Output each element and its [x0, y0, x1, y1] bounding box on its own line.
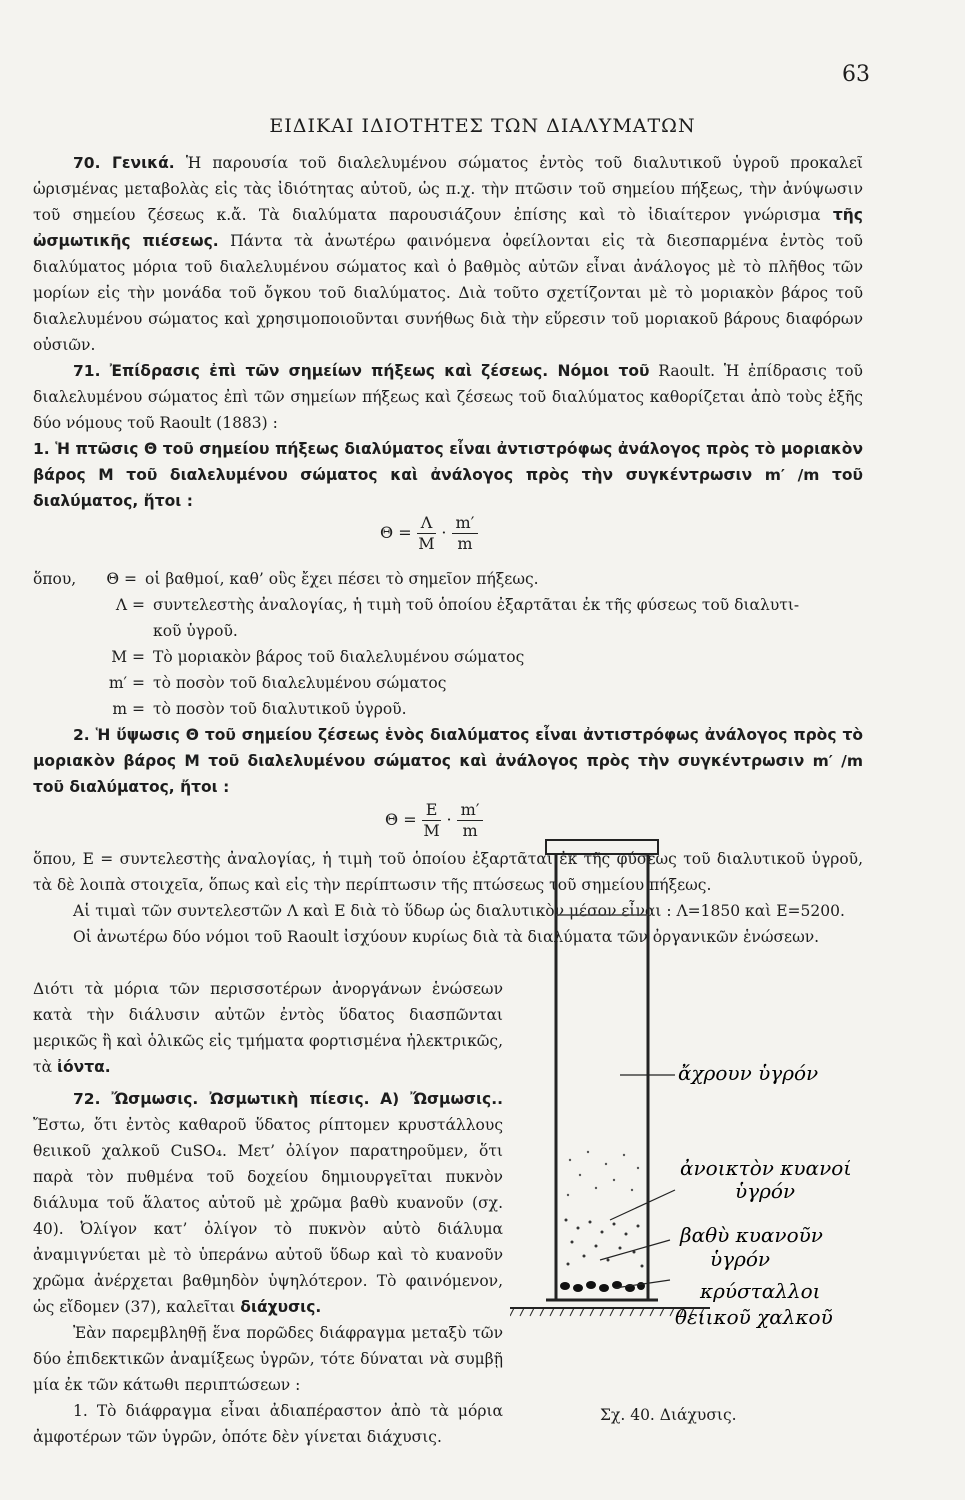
cylinder-rim	[546, 840, 658, 854]
section-71-paragraph	[33, 358, 863, 436]
label-light-blue-1: ἀνοικτὸν κυανοῦν	[680, 1156, 850, 1180]
definition-symbol: Μ =	[111, 648, 145, 666]
law-1	[33, 436, 863, 514]
narrow-column	[33, 976, 503, 1450]
formula-1-den-right: m	[457, 534, 473, 553]
definition-row	[33, 644, 799, 670]
raoult-applicability: Οἱ ἀνωτέρω δύο νόμοι τοῦ Raoult ἰσχύουν κυρίως διὰ τὰ διαλύματα τῶν ὀργανικῶν ἑνώσεων.	[73, 928, 820, 946]
law-1-text: Ἡ πτῶσις Θ τοῦ σημείου πήξεως διαλύματος εἶναι ἀντιστρόφως ἀνάλογος πρὸς τὸ μοριακὸν βάρος Μ τοῦ διαλελυμένου σώματος καὶ ἀνάλογος πρὸς τὴν συγκέντρωσιν m′ /m τοῦ διαλύματος, ἤτοι :	[33, 440, 863, 510]
section-70-body-1: Ἡ παρουσία τοῦ διαλελυμένου σώματος ἐντὸς τοῦ διαλυτικοῦ ὑγροῦ προκαλεῖ ὡρισμένας μεταβολὰς εἰς τὰς ἰδιότητας αὐτοῦ, ὡς π.χ. τὴν πτῶσιν τοῦ σημείου πήξεως, τὴν ἀνύψωσιν τοῦ σημείου ζέσεως κ.ἄ. Τὰ διαλύματα παρουσιάζουν ἐπίσης καὶ τὸ ἰδιαίτερον γνώρισμα	[33, 154, 863, 224]
definitions-list	[33, 566, 799, 722]
definition-text: Τὸ μοριακὸν βάρος τοῦ διαλελυμένου σώματος	[153, 648, 525, 666]
raoult-name: Raoult.	[658, 362, 715, 380]
ionization-text: Διότι τὰ μόρια τῶν περισσοτέρων ἀνοργάνων ἑνώσεων κατὰ τὴν διάλυσιν αὐτῶν ἐντὸς ὕδατος διασπῶνται μερικῶς ἢ καὶ ὁλικῶς εἰς τμήματα φορτισμένα ἠλεκτρικῶς, τὰ	[33, 980, 503, 1076]
section-71-title: 71. Ἐπίδρασις ἐπὶ τῶν σημείων πήξεως καὶ ζέσεως. Νόμοι τοῦ	[73, 362, 650, 380]
diffusion-term: διάχυσις.	[240, 1298, 322, 1316]
leader-lines	[600, 1075, 675, 1288]
definition-row	[33, 566, 799, 592]
definition-row	[33, 618, 799, 644]
section-72-subtitle: Α) Ὤσμωσις..	[380, 1090, 503, 1108]
figure-40	[510, 830, 850, 1450]
formula-1-frac-right	[452, 513, 479, 554]
section-71-body: Ἡ ἐπίδρασις τοῦ διαλελυμένου σώματος ἐπὶ τῶν σημείων πήξεως καὶ ζέσεως τοῦ διαλύματος καθορίζεται ἀπὸ τοὺς ἑξῆς δύο νόμους τοῦ Raoult (1883) :	[33, 362, 863, 432]
label-deep-blue-2: ὑγρόν	[710, 1247, 771, 1271]
law-2-text: Ἡ ὕψωσις Θ τοῦ σημείου ζέσεως ἑνὸς διαλύματος εἶναι ἀντιστρόφως ἀνάλογος πρὸς τὸ μοριακὸν βάρος Μ τοῦ διαλελυμένου σώματος καὶ ἀνάλογος πρὸς τὴν συγκέντρωσιν m′ /m τοῦ διαλύματος, ἤτοι :	[33, 726, 863, 796]
formula-2-num-left: Ε	[422, 800, 442, 821]
deep-blue-region	[565, 1219, 644, 1268]
section-70-paragraph	[33, 150, 863, 358]
membrane-paragraph: Ἐὰν παρεμβληθῇ ἕνα πορῶδες διάφραγμα μεταξὺ τῶν δύο ἐπιδεκτικῶν ἀναμίξεως ὑγρῶν, τότε δύναται νὰ συμβῇ μία ἐκ τῶν κάτωθι περιπτώσεων :	[33, 1324, 503, 1394]
formula-1-frac-left	[417, 513, 437, 554]
formula-1-den-left: Μ	[418, 534, 435, 553]
section-72-body: Ἔστω, ὅτι ἐντὸς καθαροῦ ὕδατος ρίπτομεν κρυστάλλους θειικοῦ χαλκοῦ CuSO₄. Μετ’ ὀλίγον παρατηροῦμεν, ὅτι παρὰ τὸν πυθμένα τοῦ δοχείου δημιουργεῖται πυκνὸν διάλυμα τοῦ ἅλατος αὐτοῦ μὲ χρῶμα βαθὺ κυανοῦν (σχ. 40). Ὀλίγον κατ’ ὀλίγον τὸ πυκνὸν αὐτὸ διάλυμα ἀναμιγνύεται μὲ τὸ ὑπεράνω αὐτοῦ ὕδωρ καὶ τὸ κυανοῦν χρῶμα ἀνέρχεται βαθμηδὸν ὑψηλότερον. Τὸ φαινόμενον, ὡς εἴδομεν (37), καλεῖται	[33, 1116, 503, 1316]
section-70	[33, 150, 863, 514]
crystals	[560, 1281, 645, 1292]
formula-2-frac-left	[422, 800, 442, 841]
formula-2-den-left: Μ	[423, 821, 440, 840]
formula-1-num-right: m′	[452, 513, 479, 534]
definition-text: συντελεστὴς ἀναλογίας, ἡ τιμὴ τοῦ ὁποίου ἐξαρτᾶται ἐκ τῆς φύσεως τοῦ διαλυτι-	[153, 596, 800, 614]
law-2	[33, 722, 863, 800]
definition-symbol: Λ =	[115, 596, 145, 614]
section-70-title: 70. Γενικά.	[73, 154, 175, 172]
definition-symbol: m =	[112, 700, 145, 718]
coefficient-definition: ὅπου, Ε = συντελεστὴς ἀναλογίας, ἡ τιμὴ τοῦ ὁποίου ἐξαρτᾶται ἐκ τῆς φύσεως τοῦ διαλυτικοῦ ὑγροῦ, τὰ δὲ λοιπὰ στοιχεῖα, ὅπως καὶ εἰς τὴν περίπτωσιν τῆς πτώσεως τοῦ σημείου πήξεως.	[33, 850, 863, 894]
formula-freezing	[380, 513, 478, 554]
definition-symbol	[33, 618, 153, 644]
formula-1-num-left: Λ	[417, 513, 437, 534]
definition-row	[33, 592, 799, 618]
label-deep-blue-1: βαθὺ κυανοῦν	[680, 1223, 823, 1247]
label-colorless-liquid: ἄχρουν ὑγρόν	[678, 1061, 819, 1085]
formula-2-num-right: m′	[457, 800, 484, 821]
ionization-paragraph	[33, 976, 503, 1080]
definition-text: κοῦ ὑγροῦ.	[153, 622, 238, 640]
definition-row	[33, 696, 799, 722]
definition-text: τὸ ποσὸν τοῦ διαλελυμένου σώματος	[153, 674, 447, 692]
formula-1-dot: ·	[441, 523, 447, 542]
chapter-heading: ΕΙΔΙΚΑΙ ΙΔΙΟΤΗΤΕΣ ΤΩΝ ΔΙΑΛΥΜΑΤΩΝ	[269, 115, 696, 137]
formula-1-lhs: Θ =	[380, 523, 412, 542]
formula-2-den-right: m	[462, 821, 478, 840]
formula-2-frac-right	[457, 800, 484, 841]
cylinder-diagram	[510, 830, 850, 1450]
definition-text: τὸ ποσὸν τοῦ διαλυτικοῦ ὑγροῦ.	[153, 700, 407, 718]
label-light-blue-2: ὑγρόν	[735, 1179, 796, 1203]
formula-2-lhs: Θ =	[385, 810, 417, 829]
label-crystals-2: θειικοῦ χαλκοῦ	[675, 1305, 833, 1329]
case-1-paragraph: 1. Τὸ διάφραγμα εἶναι ἀδιαπέραστον ἀπὸ τὰ μόρια ἀμφοτέρων τῶν ὑγρῶν, ὁπότε δὲν γίνεται διάχυσις.	[33, 1402, 503, 1446]
section-72-paragraph	[33, 1086, 503, 1320]
coefficient-values: Αἱ τιμαὶ τῶν συντελεστῶν Λ καὶ Ε διὰ τὸ ὕδωρ ὡς διαλυτικὸν μέσον εἶναι : Λ=1850 καὶ Ε=5200.	[73, 902, 845, 920]
definitions-lead: ὅπου,	[33, 570, 77, 588]
definition-row	[33, 670, 799, 696]
definition-text: οἱ βαθμοί, καθ’ οὓς ἔχει πέσει τὸ σημεῖον πήξεως.	[145, 570, 539, 588]
formula-boiling	[385, 800, 483, 841]
page-number: 63	[842, 62, 870, 87]
section-72-title: 72. Ὤσμωσις. Ὠσμωτικὴ πίεσις.	[73, 1090, 370, 1108]
definition-symbol: Θ =	[106, 570, 137, 588]
section-70-body-2: Πάντα τὰ ἀνωτέρω φαινόμενα ὀφείλονται εἰς τὰ διεσπαρμένα ἐντὸς τοῦ διαλύματος μόρια τοῦ διαλελυμένου σώματος καὶ ὁ βαθμὸς αὐτῶν εἶναι ἀνάλογος μὲ τὸ πλῆθος τῶν μορίων εἰς τὴν μονάδα τοῦ ὄγκου τοῦ διαλύματος. Διὰ τοῦτο σχετίζονται μὲ τὸ μοριακὸν βάρος τοῦ διαλελυμένου σώματος καὶ χρησιμοποιοῦνται συνήθως διὰ τὴν εὕρεσιν τοῦ μοριακοῦ βάρους διαφόρων οὐσιῶν.	[33, 232, 863, 354]
figure-caption: Σχ. 40. Διάχυσις.	[600, 1406, 737, 1424]
law-2-block	[33, 722, 863, 800]
light-blue-region	[567, 1151, 639, 1196]
osmotic-pressure-term: τῆς ὠσμωτικῆς πιέσεως.	[33, 206, 863, 250]
formula-2-dot: ·	[446, 810, 452, 829]
ions-term: ἰόντα.	[56, 1058, 111, 1076]
definition-symbol: m′ =	[108, 674, 145, 692]
law-2-number: 2.	[73, 726, 90, 744]
law-1-number: 1.	[33, 440, 50, 458]
label-crystals-1: κρύσταλλοι	[700, 1279, 821, 1303]
